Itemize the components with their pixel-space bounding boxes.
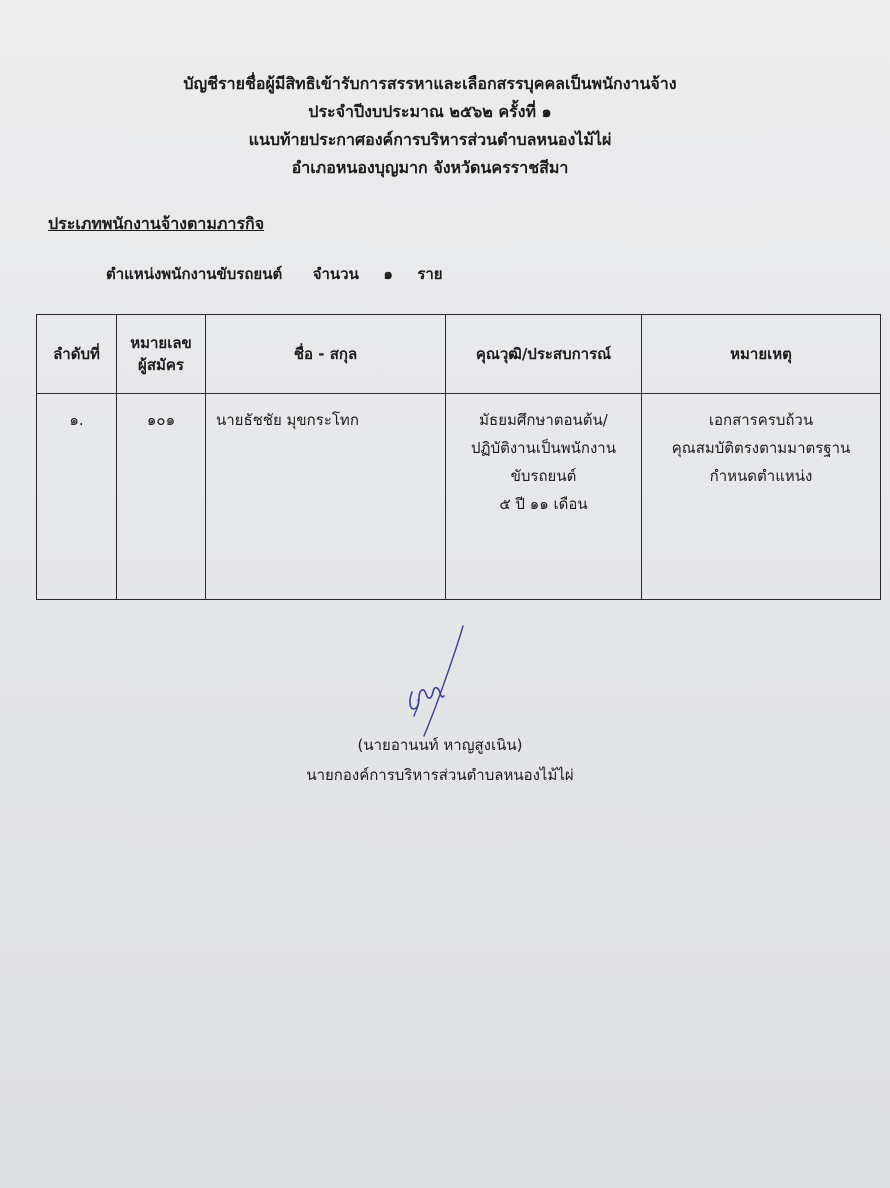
- signer-block: [230, 730, 650, 790]
- header-remarks: หมายเหตุ: [642, 315, 881, 394]
- cell-name: นายธัชชัย มุขกระโทก: [206, 394, 446, 600]
- document-title: [150, 70, 710, 182]
- title-line-3: แนบท้ายประกาศองค์การบริหารส่วนตำบลหนองไม้ไผ่: [248, 130, 612, 149]
- title-line-4: อำเภอหนองบุญมาก จังหวัดนครราชสีมา: [291, 158, 569, 177]
- header-applicant-no-line2: ผู้สมัคร: [138, 356, 184, 374]
- title-line-1: บัญชีรายชื่อผู้มีสิทธิเข้ารับการสรรหาและเลือกสรรบุคคลเป็นพนักงานจ้าง: [183, 74, 677, 93]
- position-count: ๑: [383, 265, 393, 283]
- signature: [270, 620, 590, 740]
- section-heading: ประเภทพนักงานจ้างตามภารกิจ: [48, 214, 265, 233]
- header-applicant-no-line1: หมายเลข: [130, 334, 192, 352]
- remarks-line-1: เอกสารครบถ้วน: [708, 411, 814, 429]
- header-applicant-no: [117, 315, 206, 394]
- remarks-line-3: กำหนดตำแหน่ง: [709, 467, 813, 485]
- position-unit: ราย: [417, 265, 443, 283]
- header-order: ลำดับที่: [37, 315, 117, 394]
- table-row: [37, 394, 881, 600]
- signature-scribble: [270, 620, 590, 740]
- title-line-2: ประจำปีงบประมาณ ๒๕๖๒ ครั้งที่ ๑: [308, 102, 552, 121]
- remarks-line-2: คุณสมบัติตรงตามมาตรฐาน: [671, 439, 851, 457]
- position-line: [106, 262, 443, 286]
- position-label: ตำแหน่งพนักงานขับรถยนต์: [106, 265, 283, 283]
- applicant-table: [36, 314, 881, 600]
- cell-applicant-no: ๑๐๑: [117, 394, 206, 600]
- cell-remarks: [642, 394, 881, 600]
- header-qualification: คุณวุฒิ/ประสบการณ์: [446, 315, 642, 394]
- qualification-line-4: ๕ ปี ๑๑ เดือน: [499, 495, 588, 513]
- qualification-line-2: ปฏิบัติงานเป็นพนักงาน: [471, 439, 616, 457]
- header-name: ชื่อ - สกุล: [206, 315, 446, 394]
- cell-order: ๑.: [37, 394, 117, 600]
- cell-qualification: [446, 394, 642, 600]
- qualification-line-3: ขับรถยนต์: [510, 467, 577, 485]
- qualification-line-1: มัธยมศึกษาตอนต้น/: [479, 411, 608, 429]
- signer-name: (นายอานนท์ หาญสูงเนิน): [357, 736, 523, 754]
- table-header-row: [37, 315, 881, 394]
- position-count-label: จำนวน: [312, 265, 359, 283]
- signer-title: นายกองค์การบริหารส่วนตำบลหนองไม้ไผ่: [306, 766, 574, 784]
